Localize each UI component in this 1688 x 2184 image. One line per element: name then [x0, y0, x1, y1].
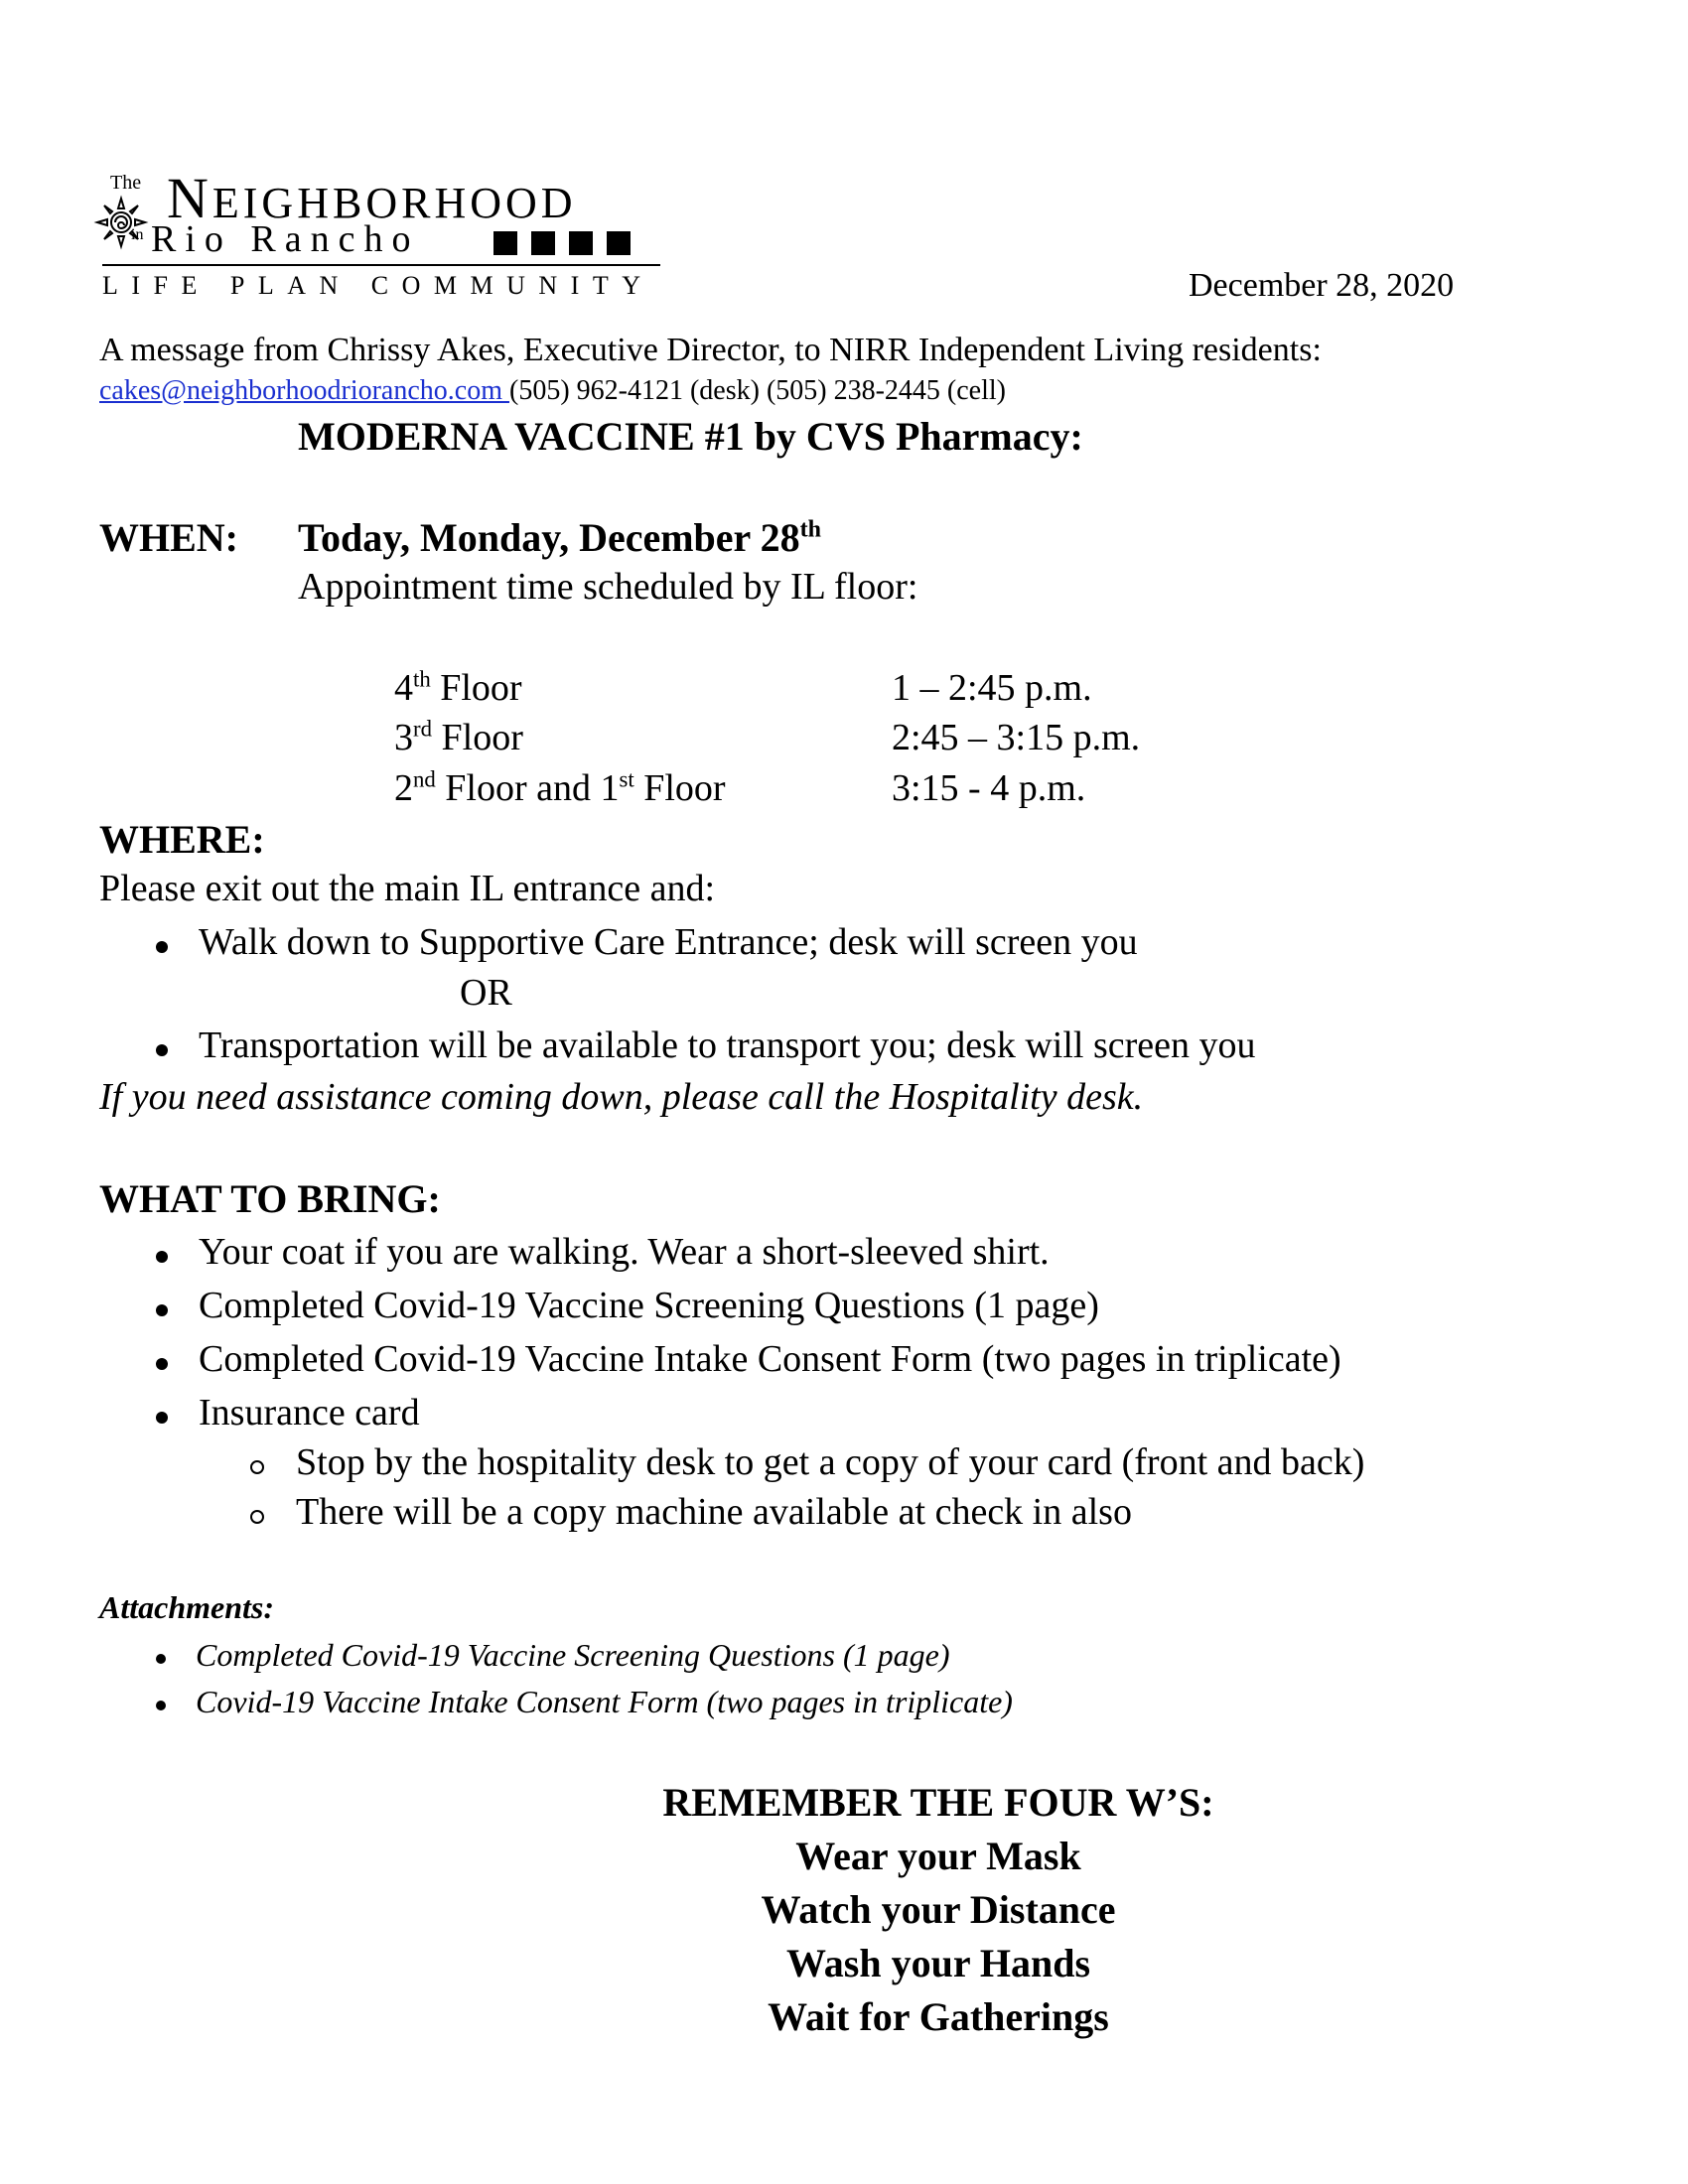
attachment-item: Completed Covid-19 Vaccine Screening Questions (1 page)	[196, 1637, 950, 1673]
logo-name-rest: EIGHBORHOOD	[211, 179, 577, 227]
attachment-item: Covid-19 Vaccine Intake Consent Form (two pages in triplicate)	[196, 1684, 1013, 1719]
email-link[interactable]: cakes@neighborhoodriorancho.com	[99, 375, 509, 406]
logo-name-initial: N	[167, 166, 212, 230]
remember-line: Watch your Distance	[761, 1887, 1116, 1932]
remember-line: Wear your Mask	[795, 1834, 1081, 1878]
when-date-sup: th	[799, 516, 821, 543]
schedule-time-3: 2:45 – 3:15 p.m.	[892, 717, 1141, 758]
logo-squares	[493, 231, 631, 255]
schedule-time-4: 1 – 2:45 p.m.	[892, 667, 1092, 709]
list-item: Completed Covid-19 Vaccine Intake Consent Form (two pages in triplicate)	[199, 1338, 1341, 1380]
contact-line	[99, 374, 1006, 408]
logo-tagline: LIFE PLAN COMMUNITY	[102, 271, 654, 300]
floor-label: Floor	[633, 767, 726, 809]
where-option-transport: Transportation will be available to transport you; desk will screen you	[199, 1024, 1256, 1066]
sub-list-item: Stop by the hospitality desk to get a copy of your card (front and back)	[296, 1441, 1365, 1483]
logo-in: in	[131, 226, 144, 243]
circle-bullet-icon	[250, 1460, 264, 1474]
floor-number: 2	[394, 767, 413, 809]
where-option-walk: Walk down to Supportive Care Entrance; desk will screen you	[199, 921, 1138, 963]
attachments-heading: Attachments:	[99, 1589, 275, 1625]
list-item: Your coat if you are walking. Wear a short-sleeved shirt.	[199, 1231, 1050, 1273]
when-heading: WHEN:	[99, 515, 238, 560]
schedule-time-2-1: 3:15 - 4 p.m.	[892, 767, 1086, 809]
when-date	[298, 514, 821, 562]
remember-line: Wash your Hands	[785, 1941, 1091, 1985]
bring-heading: WHAT TO BRING:	[99, 1176, 441, 1221]
list-item: Insurance card	[199, 1392, 420, 1433]
floor-sup: rd	[413, 716, 432, 742]
remember-line: Wait for Gatherings	[768, 1994, 1109, 2039]
bullet-icon	[156, 1251, 168, 1263]
bullet-icon	[156, 941, 168, 953]
floor-sup: nd	[413, 766, 436, 792]
circle-bullet-icon	[250, 1510, 264, 1524]
when-date-text: Today, Monday, December 28	[298, 515, 800, 560]
logo-location: Rio Rancho	[151, 218, 420, 260]
where-heading: WHERE:	[99, 817, 265, 862]
schedule-floor-4	[394, 665, 522, 711]
floor-number: 3	[394, 717, 413, 758]
page-title: MODERNA VACCINE #1 by CVS Pharmacy:	[298, 414, 1083, 459]
contact-phones: (505) 962-4121 (desk) (505) 238-2445 (cell)	[509, 375, 1006, 406]
floor-label: Floor	[430, 667, 522, 709]
schedule-floor-3	[394, 715, 523, 760]
bullet-icon	[156, 1044, 168, 1056]
floor-number: 4	[394, 667, 413, 709]
when-subtitle: Appointment time scheduled by IL floor:	[298, 566, 918, 608]
floor-label: Floor	[432, 717, 523, 758]
assistance-note: If you need assistance coming down, please call the Hospitality desk.	[99, 1076, 1144, 1118]
bullet-icon	[156, 1654, 166, 1664]
letter-date: December 28, 2020	[1189, 267, 1455, 304]
logo-divider	[102, 264, 660, 266]
message-intro: A message from Chrissy Akes, Executive Director, to NIRR Independent Living residents:	[99, 332, 1322, 368]
where-or: OR	[460, 972, 512, 1014]
floor-sup: st	[619, 766, 634, 792]
bullet-icon	[156, 1701, 166, 1710]
sub-list-item: There will be a copy machine available at check in also	[296, 1491, 1132, 1533]
list-item: Completed Covid-19 Vaccine Screening Questions (1 page)	[199, 1285, 1099, 1326]
floor-label: Floor and 1	[435, 767, 620, 809]
schedule-floor-2-1	[394, 765, 726, 811]
bullet-icon	[156, 1358, 168, 1370]
logo-the: The	[110, 172, 142, 194]
where-intro: Please exit out the main IL entrance and:	[99, 868, 716, 909]
bullet-icon	[156, 1412, 168, 1424]
remember-title: REMEMBER THE FOUR W’S:	[662, 1780, 1214, 1825]
bullet-icon	[156, 1304, 168, 1316]
floor-sup: th	[413, 666, 431, 692]
